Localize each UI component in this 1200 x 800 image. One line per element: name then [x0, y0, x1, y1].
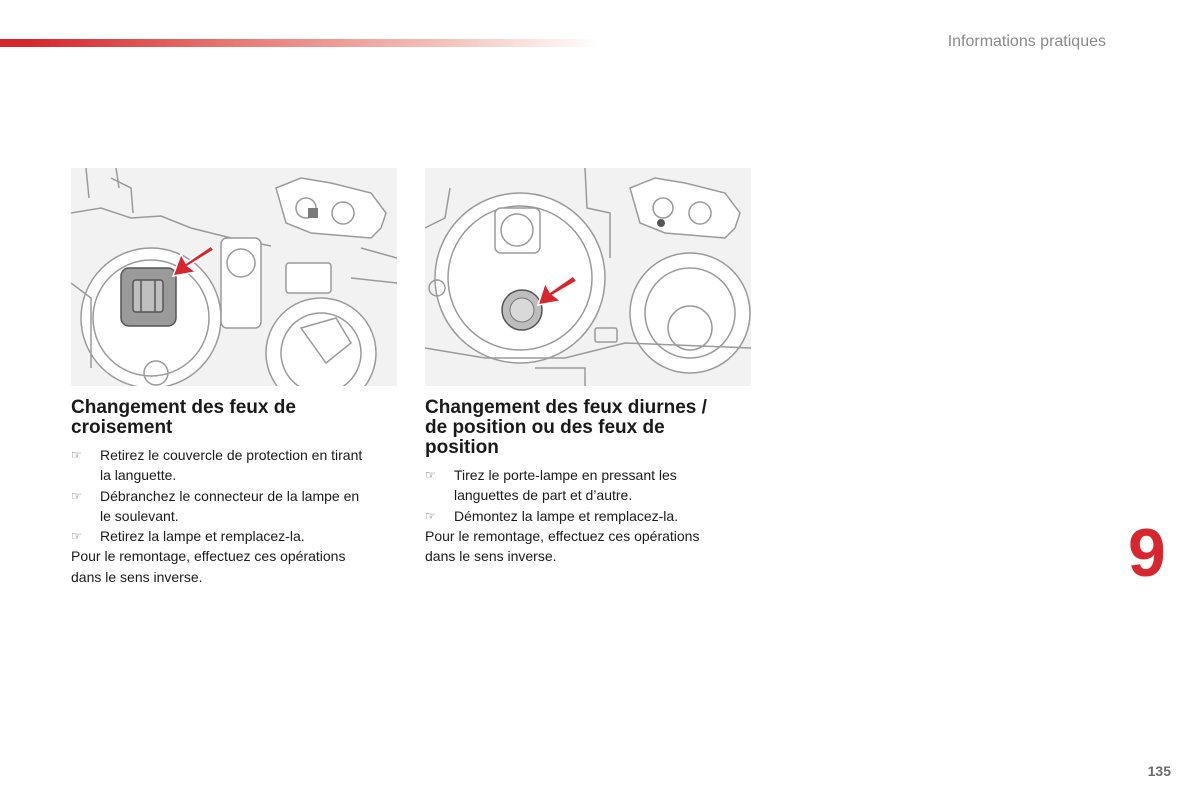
- page-number: 135: [1147, 763, 1171, 779]
- title-line: position: [425, 437, 499, 458]
- note-line: dans le sens inverse.: [71, 568, 203, 585]
- title-line: de position ou des feux de: [425, 417, 665, 438]
- pointing-hand-icon: ☞: [425, 508, 436, 523]
- step-text: la languette.: [100, 467, 177, 484]
- reassembly-note: [71, 546, 397, 587]
- note-line: Pour le remontage, effectuez ces opérations: [71, 548, 346, 565]
- title-line: croisement: [71, 417, 173, 438]
- top-accent-bar: [0, 39, 600, 47]
- title-line: Changement des feux diurnes /: [425, 397, 707, 418]
- section-header-title: Informations pratiques: [947, 33, 1106, 50]
- list-item: [71, 526, 397, 546]
- section-dipped-beam: [71, 398, 397, 587]
- step-text: le soulevant.: [100, 507, 179, 524]
- section-title: [425, 398, 751, 458]
- pointing-hand-icon: ☞: [71, 448, 82, 462]
- pointing-hand-icon: ☞: [71, 488, 82, 503]
- step-text: Retirez le couvercle de protection en tirant: [100, 447, 363, 463]
- note-line: Pour le remontage, effectuez ces opérations: [425, 527, 700, 544]
- list-item: [425, 465, 751, 506]
- list-item: [71, 445, 397, 486]
- pointing-hand-icon: ☞: [71, 529, 82, 544]
- step-text: languettes de part et d’autre.: [454, 487, 633, 504]
- section-title: [71, 398, 397, 438]
- step-text: Retirez la lampe et remplacez-la.: [100, 528, 305, 545]
- step-text: Tirez le porte-lampe en pressant les: [454, 467, 677, 483]
- pointing-hand-icon: ☞: [425, 468, 436, 482]
- section-position-lamp: [425, 398, 751, 566]
- list-item: [71, 486, 397, 527]
- list-item: [425, 506, 751, 526]
- reassembly-note: [425, 526, 751, 567]
- headlamp-illustration-dipped-beam: [71, 168, 397, 386]
- headlamp-illustration-position-lamp: [425, 168, 751, 386]
- note-line: dans le sens inverse.: [425, 548, 557, 565]
- step-text: Débranchez le connecteur de la lampe en: [100, 487, 360, 504]
- red-arrow-icon: [173, 246, 214, 276]
- instruction-list: [425, 465, 751, 526]
- chapter-number: 9: [1128, 515, 1166, 591]
- title-line: Changement des feux de: [71, 397, 296, 418]
- step-text: Démontez la lampe et remplacez-la.: [454, 507, 679, 524]
- instruction-list: [71, 445, 397, 546]
